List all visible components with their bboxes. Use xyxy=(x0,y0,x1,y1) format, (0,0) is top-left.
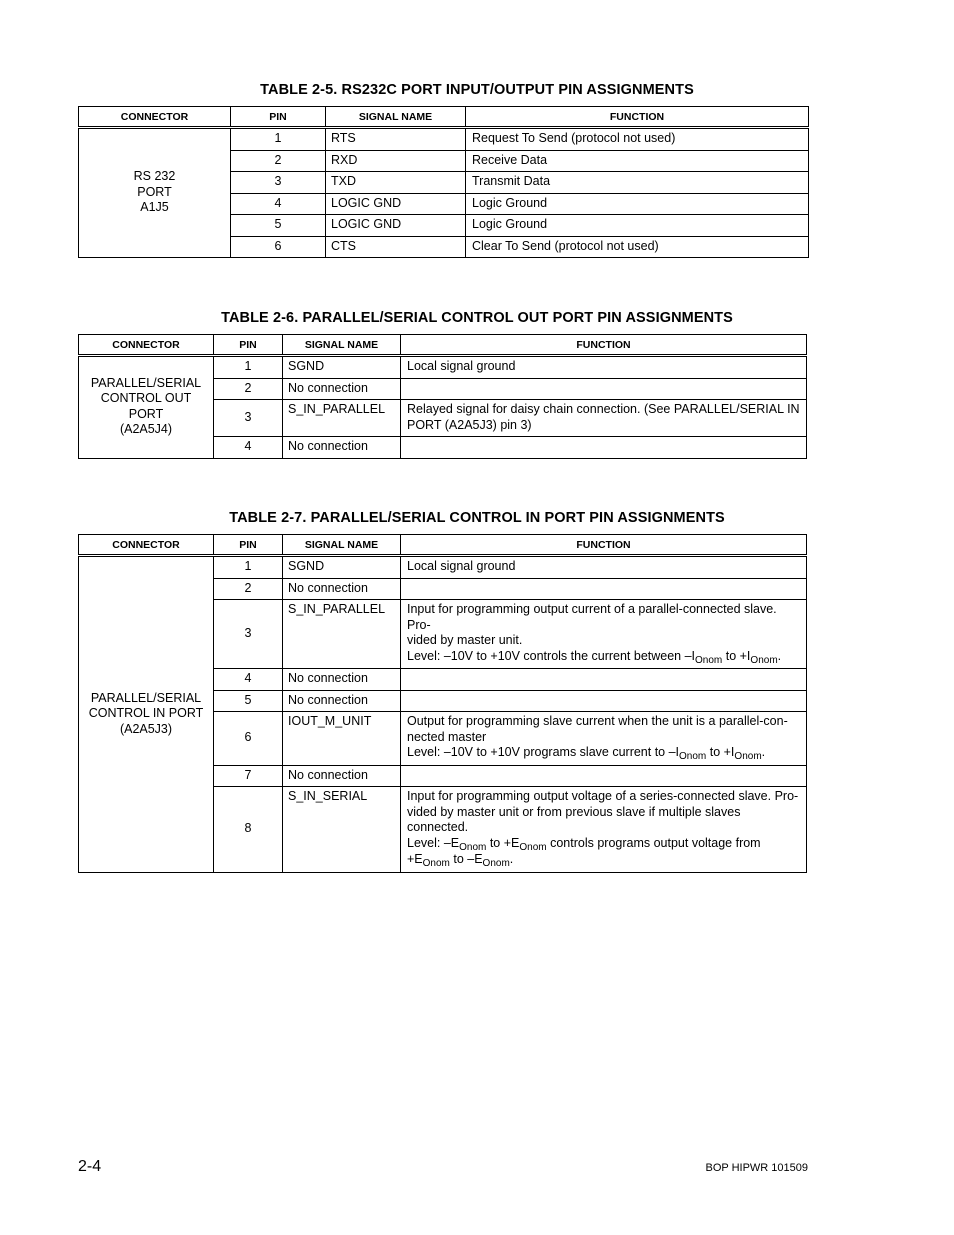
header-pin: PIN xyxy=(214,335,283,356)
signal-cell: No connection xyxy=(283,578,401,600)
table-2-5-title: TABLE 2-5. RS232C PORT INPUT/OUTPUT PIN ASSIGNMENTS xyxy=(260,82,694,98)
pin-cell: 2 xyxy=(214,578,283,600)
function-line: Output for programming slave current when the unit is a parallel-con- xyxy=(407,714,788,728)
text: . xyxy=(777,648,782,663)
function-line xyxy=(407,649,801,666)
signal-cell: No connection xyxy=(283,669,401,691)
function-cell: Request To Send (protocol not used) xyxy=(466,128,809,151)
signal-cell: No connection xyxy=(283,437,401,459)
signal-cell: SGND xyxy=(283,356,401,379)
pin-cell: 4 xyxy=(231,193,326,215)
function-cell xyxy=(401,690,807,712)
pin-cell: 2 xyxy=(214,378,283,400)
table-header xyxy=(79,535,807,556)
page-number: 2-4 xyxy=(78,1158,102,1175)
table-row xyxy=(79,556,807,579)
pin-cell: 8 xyxy=(214,787,283,873)
function-cell xyxy=(401,378,807,400)
pin-cell: 3 xyxy=(214,400,283,437)
function-cell: Logic Ground xyxy=(466,193,809,215)
text: . xyxy=(761,745,766,759)
document-id: BOP HIPWR 101509 xyxy=(705,1162,808,1174)
signal-cell: RXD xyxy=(326,150,466,172)
header-signal-name: SIGNAL NAME xyxy=(326,107,466,128)
function-line xyxy=(407,836,801,853)
text: Level: –10V to +10V programs slave current to –I xyxy=(407,745,680,759)
function-line xyxy=(407,745,801,762)
table-header xyxy=(79,335,807,356)
subscript: Onom xyxy=(482,858,510,869)
text: to +E xyxy=(486,835,520,850)
function-cell: Transmit Data xyxy=(466,172,809,194)
function-cell xyxy=(401,787,807,873)
connector-cell xyxy=(79,556,214,873)
signal-cell: S_IN_SERIAL xyxy=(283,787,401,873)
pin-cell: 1 xyxy=(231,128,326,151)
text: to –E xyxy=(449,852,483,866)
subscript: Onom xyxy=(459,841,487,853)
signal-cell: IOUT_M_UNIT xyxy=(283,712,401,766)
table-header xyxy=(79,107,809,128)
connector-line: PORT xyxy=(137,184,172,199)
pin-cell: 3 xyxy=(214,600,283,669)
header-function: FUNCTION xyxy=(401,535,807,556)
subscript: Onom xyxy=(679,751,707,762)
subscript: Onom xyxy=(750,654,778,666)
header-connector: CONNECTOR xyxy=(79,335,214,356)
signal-cell: RTS xyxy=(326,128,466,151)
connector-line: (A2A5J3) xyxy=(119,721,173,736)
table-row xyxy=(79,356,807,379)
pin-cell: 5 xyxy=(231,215,326,237)
function-cell: Clear To Send (protocol not used) xyxy=(466,236,809,258)
pin-cell: 3 xyxy=(231,172,326,194)
function-line: Input for programming output current of a parallel-connected slave. Pro- xyxy=(407,602,777,632)
subscript: Onom xyxy=(695,654,723,666)
signal-cell: TXD xyxy=(326,172,466,194)
header-pin: PIN xyxy=(231,107,326,128)
pin-cell: 4 xyxy=(214,669,283,691)
header-function: FUNCTION xyxy=(466,107,809,128)
text: to +I xyxy=(706,745,735,759)
pin-cell: 6 xyxy=(214,712,283,766)
pin-cell: 2 xyxy=(231,150,326,172)
function-cell: Receive Data xyxy=(466,150,809,172)
text: controls programs output voltage from xyxy=(546,835,761,850)
table-2-6 xyxy=(78,334,807,459)
signal-cell: No connection xyxy=(283,690,401,712)
table-2-5 xyxy=(78,106,809,258)
function-line xyxy=(407,852,801,869)
header-signal-name: SIGNAL NAME xyxy=(283,535,401,556)
signal-cell: SGND xyxy=(283,556,401,579)
function-cell xyxy=(401,765,807,787)
table-row xyxy=(79,128,809,151)
signal-cell: No connection xyxy=(283,765,401,787)
function-cell: Local signal ground xyxy=(401,556,807,579)
connector-cell xyxy=(79,128,231,258)
signal-cell: S_IN_PARALLEL xyxy=(283,400,401,437)
connector-line: CONTROL OUT xyxy=(100,391,192,406)
table-2-6-title: TABLE 2-6. PARALLEL/SERIAL CONTROL OUT PORT PIN ASSIGNMENTS xyxy=(221,310,733,326)
function-cell: Relayed signal for daisy chain connection. (See PARALLEL/SERIAL IN PORT (A2A5J3) pin 3) xyxy=(401,400,807,437)
function-line: Input for programming output voltage of a series-connected slave. Pro- xyxy=(407,789,799,803)
pin-cell: 6 xyxy=(231,236,326,258)
text: to +I xyxy=(722,648,751,663)
connector-line: A1J5 xyxy=(140,200,169,215)
function-line: vided by master unit. xyxy=(407,633,523,647)
pin-cell: 5 xyxy=(214,690,283,712)
header-pin: PIN xyxy=(214,535,283,556)
function-cell xyxy=(401,437,807,459)
text: Level: –10V to +10V controls the current between –I xyxy=(407,648,696,663)
pin-cell: 1 xyxy=(214,556,283,579)
text: Level: –E xyxy=(407,835,460,850)
header-connector: CONNECTOR xyxy=(79,535,214,556)
header-function: FUNCTION xyxy=(401,335,807,356)
function-cell xyxy=(401,669,807,691)
connector-cell xyxy=(79,356,214,459)
function-cell: Local signal ground xyxy=(401,356,807,379)
function-line: vided by master unit or from previous slave if multiple slaves connected. xyxy=(407,804,741,834)
text: . xyxy=(509,852,514,866)
table-2-7-title: TABLE 2-7. PARALLEL/SERIAL CONTROL IN PORT PIN ASSIGNMENTS xyxy=(229,510,725,526)
connector-line: CONTROL IN PORT xyxy=(88,706,204,720)
subscript: Onom xyxy=(519,841,547,853)
header-signal-name: SIGNAL NAME xyxy=(283,335,401,356)
subscript: Onom xyxy=(734,751,762,762)
connector-line: RS 232 xyxy=(133,169,176,184)
table-2-7 xyxy=(78,534,807,873)
signal-cell: LOGIC GND xyxy=(326,193,466,215)
function-cell: Logic Ground xyxy=(466,215,809,237)
function-line: nected master xyxy=(407,729,487,744)
signal-cell: CTS xyxy=(326,236,466,258)
function-cell xyxy=(401,712,807,766)
connector-line: PARALLEL/SERIAL xyxy=(90,690,202,705)
signal-cell: No connection xyxy=(283,378,401,400)
signal-cell: LOGIC GND xyxy=(326,215,466,237)
function-cell xyxy=(401,578,807,600)
function-cell xyxy=(401,600,807,669)
text: +E xyxy=(407,852,423,866)
connector-line: PORT xyxy=(128,406,164,421)
pin-cell: 4 xyxy=(214,437,283,459)
signal-cell: S_IN_PARALLEL xyxy=(283,600,401,669)
connector-line: (A2A5J4) xyxy=(119,422,173,437)
connector-line: PARALLEL/SERIAL xyxy=(90,375,202,390)
subscript: Onom xyxy=(422,858,450,869)
pin-cell: 1 xyxy=(214,356,283,379)
pin-cell: 7 xyxy=(214,765,283,787)
header-connector: CONNECTOR xyxy=(79,107,231,128)
